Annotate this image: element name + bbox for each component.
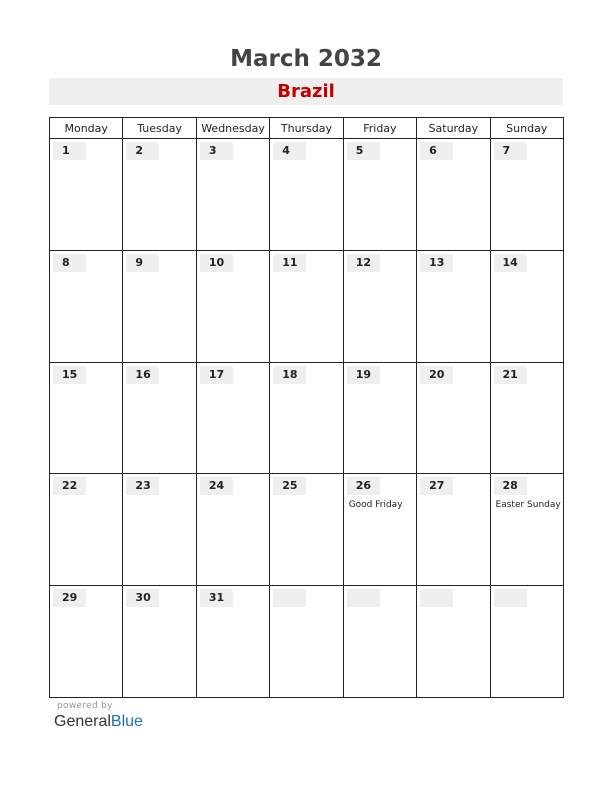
week-row bbox=[50, 474, 564, 586]
day-number: 16 bbox=[126, 366, 159, 384]
day-number: 9 bbox=[126, 254, 159, 272]
day-cell bbox=[343, 250, 416, 362]
day-number: 26 bbox=[347, 477, 380, 495]
day-cell bbox=[270, 586, 343, 698]
day-cell bbox=[490, 586, 563, 698]
day-number: 19 bbox=[347, 366, 380, 384]
day-number: 29 bbox=[53, 589, 86, 607]
day-number: 11 bbox=[273, 254, 306, 272]
calendar-grid bbox=[49, 117, 564, 698]
day-cell bbox=[270, 250, 343, 362]
generalblue-logo bbox=[54, 713, 143, 731]
calendar-body bbox=[50, 139, 564, 698]
day-number: 17 bbox=[200, 366, 233, 384]
day-cell bbox=[50, 139, 123, 251]
day-number: 4 bbox=[273, 142, 306, 160]
day-cell bbox=[50, 586, 123, 698]
day-cell bbox=[270, 139, 343, 251]
day-number: 8 bbox=[53, 254, 86, 272]
day-number: 28 bbox=[494, 477, 527, 495]
holiday-label: Good Friday bbox=[348, 500, 403, 511]
day-cell bbox=[417, 474, 490, 586]
day-cell bbox=[123, 474, 196, 586]
day-cell bbox=[123, 362, 196, 474]
day-number: 20 bbox=[420, 366, 453, 384]
day-number bbox=[420, 589, 453, 607]
day-number: 21 bbox=[494, 366, 527, 384]
day-cell bbox=[196, 362, 269, 474]
brand-blue: Blue bbox=[110, 713, 143, 730]
day-number: 24 bbox=[200, 477, 233, 495]
day-cell bbox=[417, 362, 490, 474]
day-cell bbox=[123, 586, 196, 698]
day-number: 7 bbox=[494, 142, 527, 160]
day-cell bbox=[417, 586, 490, 698]
day-number: 22 bbox=[53, 477, 86, 495]
page-title: March 2032 bbox=[230, 46, 382, 72]
day-number bbox=[494, 589, 527, 607]
weekday-header: Wednesday bbox=[196, 118, 269, 139]
day-cell bbox=[343, 362, 416, 474]
day-number: 25 bbox=[273, 477, 306, 495]
day-number: 30 bbox=[126, 589, 159, 607]
day-cell bbox=[123, 250, 196, 362]
day-number: 5 bbox=[347, 142, 380, 160]
day-number: 27 bbox=[420, 477, 453, 495]
weekday-header: Thursday bbox=[270, 118, 343, 139]
powered-by-text: powered by bbox=[57, 701, 113, 711]
day-cell bbox=[490, 474, 563, 586]
day-number: 3 bbox=[200, 142, 233, 160]
day-cell bbox=[196, 139, 269, 251]
day-number: 6 bbox=[420, 142, 453, 160]
day-cell bbox=[343, 474, 416, 586]
country-label: Brazil bbox=[49, 78, 563, 105]
day-cell bbox=[343, 586, 416, 698]
day-cell bbox=[417, 250, 490, 362]
week-row bbox=[50, 139, 564, 251]
day-cell bbox=[123, 139, 196, 251]
holiday-label: Easter Sunday bbox=[495, 500, 561, 511]
day-number: 1 bbox=[53, 142, 86, 160]
weekday-header: Saturday bbox=[417, 118, 490, 139]
day-cell bbox=[270, 362, 343, 474]
weekday-header: Sunday bbox=[490, 118, 563, 139]
day-cell bbox=[270, 474, 343, 586]
day-number: 14 bbox=[494, 254, 527, 272]
day-cell bbox=[196, 474, 269, 586]
day-cell bbox=[343, 139, 416, 251]
weekday-header: Monday bbox=[50, 118, 123, 139]
day-number: 10 bbox=[200, 254, 233, 272]
week-row bbox=[50, 362, 564, 474]
day-number bbox=[273, 589, 306, 607]
week-row bbox=[50, 250, 564, 362]
day-cell bbox=[490, 139, 563, 251]
brand-general: General bbox=[54, 713, 111, 730]
week-row bbox=[50, 586, 564, 698]
day-number: 31 bbox=[200, 589, 233, 607]
day-number bbox=[347, 589, 380, 607]
weekday-header: Friday bbox=[343, 118, 416, 139]
day-cell bbox=[196, 250, 269, 362]
day-number: 15 bbox=[53, 366, 86, 384]
day-number: 2 bbox=[126, 142, 159, 160]
day-cell bbox=[196, 586, 269, 698]
weekday-header-row bbox=[50, 118, 564, 139]
day-cell bbox=[50, 362, 123, 474]
day-number: 18 bbox=[273, 366, 306, 384]
day-cell bbox=[50, 474, 123, 586]
weekday-header: Tuesday bbox=[123, 118, 196, 139]
day-cell bbox=[50, 250, 123, 362]
day-cell bbox=[490, 362, 563, 474]
day-number: 23 bbox=[126, 477, 159, 495]
day-number: 13 bbox=[420, 254, 453, 272]
day-cell bbox=[417, 139, 490, 251]
day-number: 12 bbox=[347, 254, 380, 272]
day-cell bbox=[490, 250, 563, 362]
